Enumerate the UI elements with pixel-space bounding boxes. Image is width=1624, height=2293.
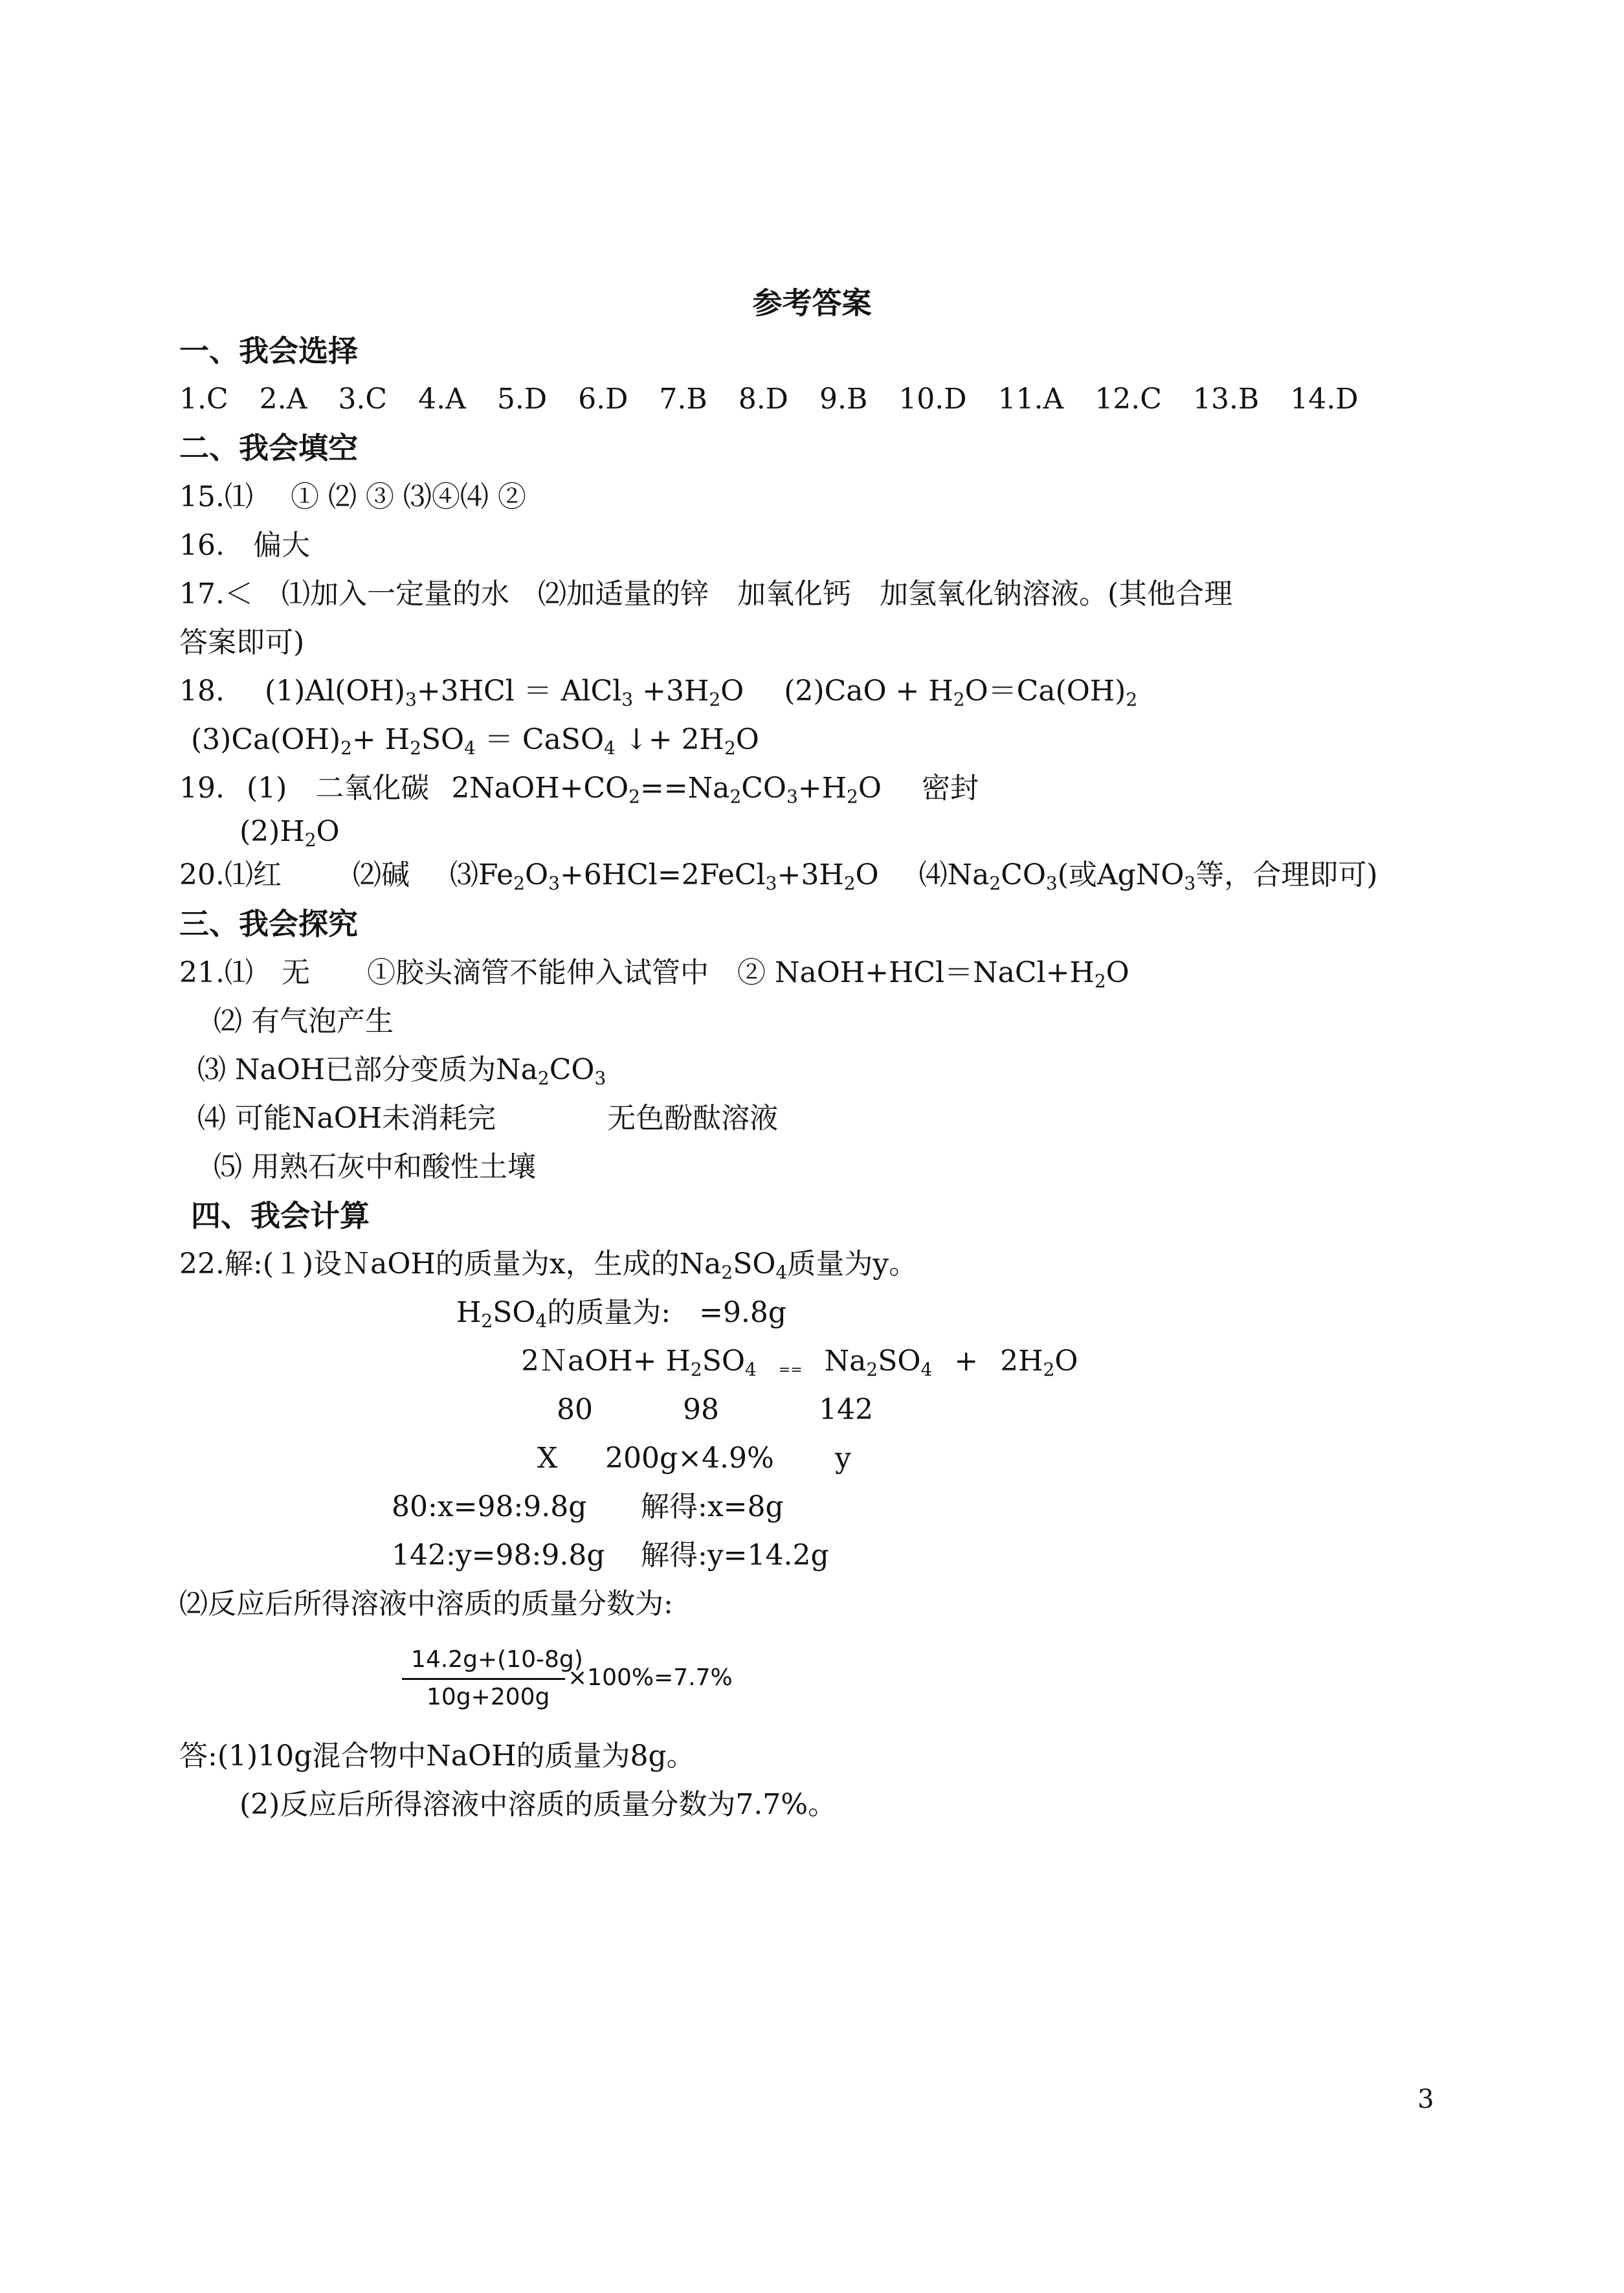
choice-answer: 11.A [997, 383, 1064, 416]
section-heading-choice: 一、我会选择 [179, 333, 358, 368]
ratio-x: 80:x=98:9.8g [392, 1490, 587, 1523]
mass-fraction-formula [398, 1644, 786, 1722]
page-title: 参考答案 [752, 285, 872, 320]
section-heading-explore: 三、我会探究 [179, 906, 358, 941]
answer-q21-line5: ⑸ 用熟石灰中和酸性土壤 [214, 1150, 536, 1183]
answer-q17-line1: 17.＜ ⑴加入一定量的水 ⑵加适量的锌 加氧化钙 加氢氧化钠溶液。(其他合理 [179, 577, 1233, 610]
answer-q16: 16. 偏大 [179, 529, 310, 562]
h2so4-mass-line: $H_2SO_4$的质量为: =9.8g [456, 1296, 787, 1332]
choice-answer: 4.A [418, 383, 466, 416]
choice-answer: 9.B [819, 383, 868, 416]
choice-answer: 8.D [738, 383, 788, 416]
answer-q21-line4: ⑷ 可能NaOH未消耗完 无色酚酞溶液 [197, 1102, 779, 1135]
molar-mass-na2so4: 142 [819, 1393, 873, 1426]
ratio-y: 142:y=98:9.8g [392, 1539, 605, 1572]
answer-q18-line1: 18. $(1)Al(OH)_3+3HCl$ ＝ AlCl$_3$ $+3H_2O$ $(2)CaO + H_2O=Ca(OH)_2$ [179, 675, 1138, 710]
answer-q21-line1: 21.⑴ 无 ①胶头滴管不能伸入试管中 ② $NaOH+HCl=NaCl+H_2O$ [179, 956, 1129, 992]
h2so4-given: 200g×4.9% [605, 1442, 774, 1475]
answer-q19-line2: $(2)H_2O$ [239, 815, 340, 851]
final-answer-1: 答:(1)10g混合物中NaOH的质量为8g。 [179, 1739, 695, 1773]
molar-mass-naoh: 80 [557, 1393, 593, 1426]
answer-q18-line2: $(3)Ca(OH)_2+ H_2SO_4$ ＝ CaSO$_4$ ↓+ $2H_2O$ [191, 723, 759, 759]
fraction-result: ×100%=7.7% [568, 1664, 733, 1691]
molar-mass-h2so4: 98 [683, 1393, 719, 1426]
choice-answer: 12.C [1095, 383, 1162, 416]
answer-q19-line1: 19. (1) 二氧化碳 $2NaOH+CO_2==Na_2CO_3+H_2O$ 密封 [179, 772, 979, 807]
choice-answer: 6.D [578, 383, 628, 416]
unknown-y: y [835, 1442, 851, 1475]
answer-q21-line2: ⑵ 有气泡产生 [214, 1005, 394, 1038]
fraction-numerator: 14.2g+(10-8g) [411, 1646, 583, 1673]
answer-q20: 20.⑴红 ⑵碱 $⑶Fe_2O_3+6HCl=2FeCl_3+3H_2O$ $⑷Na_2CO_3$(或AgNO$_3$等，合理即可) [179, 858, 1378, 894]
fraction-bar [402, 1678, 565, 1680]
answer-q15: 15.⑴ ① ⑵ ③ ⑶④⑷ ② [179, 480, 526, 513]
result-x: 解得:x=8g [641, 1490, 784, 1523]
answer-q17-line2: 答案即可) [179, 626, 305, 659]
section-heading-fill: 二、我会填空 [179, 431, 358, 465]
choice-answer: 5.D [496, 383, 548, 416]
choice-answer: 3.C [338, 383, 388, 416]
answer-q22-part2: ⑵反应后所得溶液中溶质的质量分数为: [179, 1587, 673, 1620]
choice-answers [179, 380, 1359, 419]
choice-answer: 1.C [179, 383, 228, 416]
section-heading-calc: 四、我会计算 [191, 1198, 370, 1233]
choice-answer: 2.A [259, 383, 307, 416]
choice-answer: 10.D [898, 383, 967, 416]
reaction-equation: 2ＮaOH+ $H_2SO_4 == Na_2SO_4 + 2H_2O$ [521, 1345, 1078, 1380]
choice-answer: 13.B [1192, 383, 1260, 416]
answer-q22-line1: 22.解:(１)设ＮaOH的质量为x，生成的$Na_2SO_4$质量为y。 [179, 1247, 918, 1283]
result-y: 解得:y=14.2g [641, 1539, 829, 1572]
page-number: 3 [1418, 2085, 1434, 2114]
unknown-x: X [537, 1442, 558, 1475]
choice-answer: 7.B [659, 383, 707, 416]
answer-q21-line3: ⑶ NaOH已部分变质为$Na_2CO_3$ [197, 1053, 606, 1089]
choice-answer: 14.D [1290, 383, 1359, 416]
fraction-denominator: 10g+200g [427, 1684, 550, 1710]
final-answer-2: (2)反应后所得溶液中溶质的质量分数为7.7%。 [239, 1788, 837, 1821]
